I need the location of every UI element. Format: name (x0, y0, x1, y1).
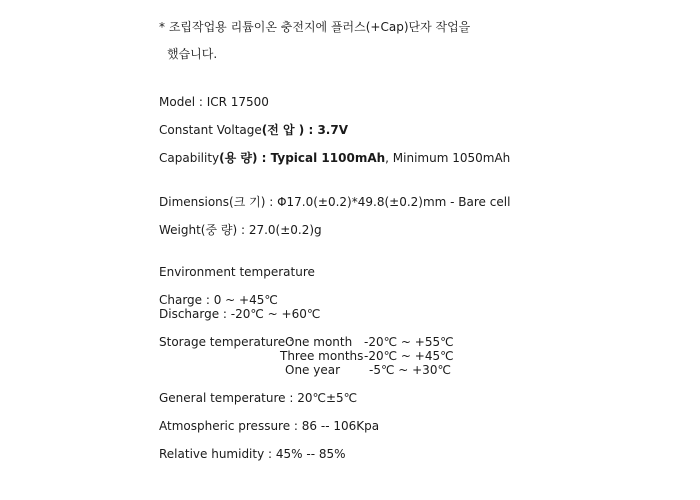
storage-range: -5℃ ~ +30℃ (369, 363, 451, 377)
environment-heading: Environment temperature (159, 265, 315, 279)
notice-line-2: 했습니다. (167, 47, 218, 61)
voltage-spec (159, 123, 348, 137)
relative-humidity: Relative humidity : 45% -- 85% (159, 447, 346, 461)
voltage-value: (전 압 ) : 3.7V (261, 123, 348, 137)
discharge-temperature: Discharge : -20℃ ~ +60℃ (159, 307, 321, 321)
general-temperature: General temperature : 20℃±5℃ (159, 391, 358, 405)
capability-typical: (용 량) : Typical 1100mAh (219, 151, 386, 165)
storage-period: One month (285, 335, 353, 349)
storage-label: Storage temperature : (159, 335, 297, 349)
atmospheric-pressure: Atmospheric pressure : 86 -- 106Kpa (159, 419, 380, 433)
model-spec: Model : ICR 17500 (159, 95, 269, 109)
voltage-label: Constant Voltage (159, 123, 262, 137)
capability-spec (159, 151, 510, 165)
notice-line-1: * 조립작업용 리튬이온 충전지에 플러스(+Cap)단자 작업을 (159, 20, 471, 34)
storage-range: -20℃ ~ +45℃ (364, 349, 454, 363)
storage-range: -20℃ ~ +55℃ (364, 335, 454, 349)
dimensions-spec: Dimensions(크 기) : Φ17.0(±0.2)*49.8(±0.2)mm - Bare cell (159, 195, 511, 209)
capability-minimum: , Minimum 1050mAh (385, 151, 511, 165)
weight-spec: Weight(중 량) : 27.0(±0.2)g (159, 223, 322, 237)
storage-period: Three months (280, 349, 364, 363)
capability-label: Capability (159, 151, 220, 165)
storage-period: One year (285, 363, 341, 377)
charge-temperature: Charge : 0 ~ +45℃ (159, 293, 278, 307)
